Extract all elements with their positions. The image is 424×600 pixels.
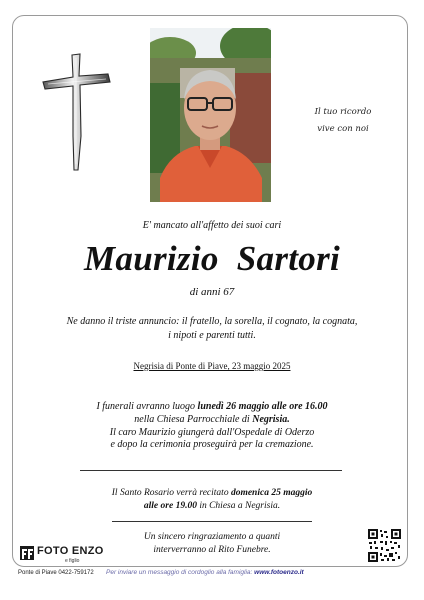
rosary-line-2-text: in Chiesa a Negrisia. (196, 500, 281, 511)
portrait-photo (150, 28, 271, 202)
rosary-line-1 (0, 487, 424, 500)
announcement-line-2: i nipoti e parenti tutti. (168, 329, 256, 341)
remembrance-quote (310, 104, 376, 138)
divider (80, 470, 342, 471)
rosary-info (0, 487, 424, 512)
rosary-line-2 (0, 500, 424, 513)
deceased-name: Maurizio Sartori (83, 239, 341, 278)
funeral-line-4: e dopo la cerimonia proseguirà per la cremazione. (110, 439, 314, 451)
funeral-line-2 (0, 414, 424, 427)
logo-mark-icon (20, 546, 34, 560)
logo-name: FOTO ENZO (37, 545, 104, 557)
funeral-info (0, 401, 424, 452)
funeral-line-2-text: nella Chiesa Parrocchiale di (134, 413, 253, 425)
thanks-line-2: interverranno al Rito Funebre. (153, 544, 271, 555)
quote-line-2: vive con noi (317, 124, 369, 134)
rosary-line-1-text: Il Santo Rosario verrà recitato (111, 488, 231, 498)
funeral-place: Negrisia. (252, 413, 290, 425)
footer-condolence-note (106, 569, 304, 576)
footer-contact: Ponte di Piave 0422-759172 (18, 570, 94, 576)
divider (112, 521, 312, 522)
qr-code-icon[interactable] (368, 529, 401, 562)
footer-note-text: Per inviare un messaggio di cordoglio alla famiglia: (106, 569, 255, 576)
funeral-line-1 (0, 401, 424, 414)
announcement (0, 315, 424, 342)
place-date: Negrisia di Ponte di Piave, 23 maggio 2025 (133, 361, 291, 371)
funeral-datetime: lunedì 26 maggio alle ore 16.00 (197, 401, 328, 412)
logo-sub: e figlio (65, 558, 80, 564)
funeral-line-1-text: I funerali avranno luogo (96, 401, 198, 412)
quote-line-1: Il tuo ricordo (314, 107, 372, 117)
cross-icon (40, 52, 114, 174)
intro-text: E' mancato all'affetto dei suoi cari (142, 220, 282, 231)
rosary-date: domenica 25 maggio (230, 488, 313, 498)
website-link[interactable]: www.fotoenzo.it (254, 569, 304, 576)
announcement-line-1: Ne danno il triste annuncio: il fratello, la sorella, il cognato, la cognata, (66, 316, 358, 327)
funeral-line-3: Il caro Maurizio giungerà dall'Ospedale di Oderzo (109, 426, 315, 438)
thanks-line-1: Un sincero ringraziamento a quanti (143, 532, 281, 542)
age-text: di anni 67 (189, 286, 235, 298)
foto-enzo-logo (20, 545, 104, 565)
rosary-time: alle ore 19.00 (143, 500, 197, 511)
